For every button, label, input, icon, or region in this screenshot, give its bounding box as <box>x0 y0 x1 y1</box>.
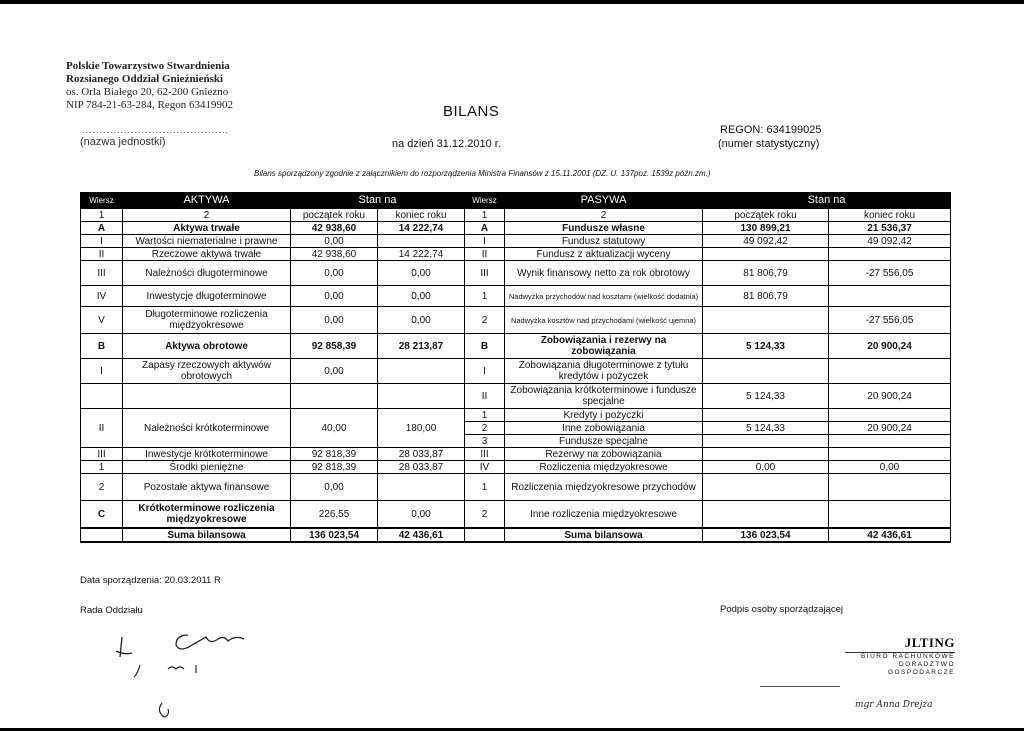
liability-start: 81 806,79 <box>703 286 829 307</box>
asset-label: Długoterminowe rozliczenia międzyokresowe <box>123 307 291 334</box>
asset-start: 92 818,39 <box>291 461 378 474</box>
board-signatures <box>110 625 270 720</box>
liability-start <box>703 307 829 334</box>
liability-label: Wynik finansowy netto za rok obrotowy <box>505 261 703 286</box>
signature-stroke <box>134 665 196 677</box>
asset-start: 0,00 <box>291 307 378 334</box>
table-row <box>81 448 951 461</box>
asset-label: Zapasy rzeczowych aktywów obrotowych <box>123 359 291 384</box>
liability-end: 20 900,24 <box>829 334 951 359</box>
row-number: 1 <box>465 409 505 422</box>
liability-end <box>829 286 951 307</box>
report-date: Data sporządzenia: 20.03.2011 R <box>80 575 221 586</box>
row-number: C <box>81 501 123 529</box>
preparer-signature: mgr Anna Drejza <box>855 700 933 710</box>
preparer-label: Podpis osoby sporządzającej <box>720 604 844 615</box>
liability-start <box>703 448 829 461</box>
col-wiersz-2: Wiersz <box>465 193 505 209</box>
legal-basis: Bilans sporządzony zgodnie z załącznikiem do rozporządzenia Ministra Finansów z 15.11.2001 (DZ. U. 137poz. 1539z późn.zm.) <box>254 169 711 178</box>
stamp-company: JLTING <box>904 635 955 650</box>
row-number: I <box>81 359 123 384</box>
liability-end: 20 900,24 <box>829 422 951 435</box>
asset-label: Krótkoterminowe rozliczenia międzyokresowe <box>123 501 291 529</box>
asset-sum-start: 136 023,54 <box>291 528 378 542</box>
asset-sum-label: Suma bilansowa <box>123 528 291 542</box>
liability-start <box>703 359 829 384</box>
signature-stroke <box>116 637 132 657</box>
row-number: I <box>81 235 123 248</box>
asset-end <box>378 359 465 384</box>
asset-start: 40,00 <box>291 409 378 448</box>
signature-stroke <box>176 635 244 649</box>
asset-end: 28 033,87 <box>378 461 465 474</box>
empty-cell <box>81 528 123 542</box>
asset-sum-end: 42 436,61 <box>378 528 465 542</box>
liability-end <box>829 359 951 384</box>
asset-label: Pozostałe aktywa finansowe <box>123 474 291 501</box>
asset-end: 0,00 <box>378 307 465 334</box>
row-number: I <box>465 359 505 384</box>
row-number: IV <box>81 286 123 307</box>
row-number: B <box>81 334 123 359</box>
subheader-cell: koniec roku <box>829 209 951 222</box>
accounting-stamp <box>845 635 955 677</box>
subheader-row <box>81 209 951 222</box>
asset-start: 0,00 <box>291 359 378 384</box>
row-number: III <box>465 261 505 286</box>
liability-end <box>829 248 951 261</box>
asset-end <box>378 235 465 248</box>
organization-block <box>66 60 233 112</box>
liability-start <box>703 474 829 501</box>
empty-cell <box>123 384 291 409</box>
liability-end: 20 900,24 <box>829 384 951 409</box>
row-number: 1 <box>465 286 505 307</box>
liability-label: Zobowiązania i rezerwy na zobowiązania <box>505 334 703 359</box>
liability-end: -27 556,05 <box>829 261 951 286</box>
liability-label: Fundusz z aktualizacji wyceny <box>505 248 703 261</box>
balance-date: na dzień 31.12.2010 r. <box>392 138 501 150</box>
sum-row <box>81 528 951 542</box>
row-number: 2 <box>465 307 505 334</box>
signature-line <box>760 686 840 687</box>
liability-end <box>829 448 951 461</box>
table-row <box>81 334 951 359</box>
row-number: II <box>465 248 505 261</box>
liability-label: Zobowiązania długoterminowe z tytułu kredytów i pożyczek <box>505 359 703 384</box>
asset-label: Wartości niematerialne i prawne <box>123 235 291 248</box>
org-line-1: Polskie Towarzystwo Stwardnienia <box>66 60 230 72</box>
table-row <box>81 261 951 286</box>
table-row <box>81 235 951 248</box>
subheader-cell: początek roku <box>291 209 378 222</box>
liability-start <box>703 409 829 422</box>
table-row <box>81 461 951 474</box>
subheader-cell: koniec roku <box>378 209 465 222</box>
row-number: V <box>81 307 123 334</box>
liability-end: 0,00 <box>829 461 951 474</box>
org-line-4: NIP 784-21-63-284, Regon 63419902 <box>66 99 234 111</box>
asset-end <box>378 474 465 501</box>
asset-end: 28 213,87 <box>378 334 465 359</box>
stamp-line-2: DORADZTWO GOSPODARCZE <box>887 661 955 676</box>
row-number: 2 <box>81 474 123 501</box>
liability-end <box>829 435 951 448</box>
asset-start: 42 938,60 <box>291 222 378 235</box>
asset-label: Rzeczowe aktywa trwałe <box>123 248 291 261</box>
asset-start: 92 818,39 <box>291 448 378 461</box>
liability-label: Zobowiązania krótkoterminowe i fundusze specjalne <box>505 384 703 409</box>
liability-start: 130 899,21 <box>703 222 829 235</box>
liability-label: Fundusz statutowy <box>505 235 703 248</box>
asset-end: 0,00 <box>378 501 465 529</box>
liability-start: 5 124,33 <box>703 384 829 409</box>
empty-cell <box>465 528 505 542</box>
subheader-cell: początek roku <box>703 209 829 222</box>
table-row <box>81 286 951 307</box>
asset-end: 14 222,74 <box>378 222 465 235</box>
liability-sum-start: 136 023,54 <box>703 528 829 542</box>
liability-label: Nadwyżka przychodów nad kosztami (wielkość dodatnia) <box>505 286 703 307</box>
liability-start: 49 092,42 <box>703 235 829 248</box>
asset-start: 0,00 <box>291 474 378 501</box>
asset-start: 0,00 <box>291 261 378 286</box>
empty-cell <box>378 384 465 409</box>
subheader-cell: 2 <box>505 209 703 222</box>
liability-label: Kredyty i pożyczki <box>505 409 703 422</box>
liability-label: Inne zobowiązania <box>505 422 703 435</box>
asset-start: 0,00 <box>291 235 378 248</box>
document-title: BILANS <box>443 103 500 120</box>
empty-cell <box>81 384 123 409</box>
regon-caption: (numer statystyczny) <box>718 138 820 150</box>
asset-label: Środki pieniężne <box>123 461 291 474</box>
table-row <box>81 248 951 261</box>
subheader-cell: 1 <box>465 209 505 222</box>
col-pasywa: PASYWA <box>505 193 703 209</box>
liability-label: Fundusze specjalne <box>505 435 703 448</box>
org-line-2: Rozsianego Oddział Gnieźnieński <box>66 73 224 85</box>
table-row <box>81 409 951 422</box>
scan-border-top <box>0 0 1024 4</box>
liability-start <box>703 248 829 261</box>
row-number: II <box>465 384 505 409</box>
liability-start <box>703 435 829 448</box>
row-number: III <box>81 261 123 286</box>
liability-start <box>703 501 829 529</box>
asset-end: 0,00 <box>378 261 465 286</box>
asset-end: 28 033,87 <box>378 448 465 461</box>
liability-end <box>829 409 951 422</box>
asset-start: 226,55 <box>291 501 378 529</box>
liability-label: Rezerwy na zobowiązania <box>505 448 703 461</box>
balance-table <box>80 192 951 543</box>
col-stan-na-2: Stan na <box>703 193 951 209</box>
board-label: Rada Oddziału <box>80 605 143 616</box>
asset-start: 42 938,60 <box>291 248 378 261</box>
table-row <box>81 307 951 334</box>
asset-end: 14 222,74 <box>378 248 465 261</box>
row-number: 1 <box>465 474 505 501</box>
liability-start: 5 124,33 <box>703 422 829 435</box>
row-number: III <box>465 448 505 461</box>
row-number: IV <box>465 461 505 474</box>
asset-start: 0,00 <box>291 286 378 307</box>
row-number: 3 <box>465 435 505 448</box>
col-aktywa: AKTYWA <box>123 193 291 209</box>
liability-start: 81 806,79 <box>703 261 829 286</box>
asset-label: Inwestycje długoterminowe <box>123 286 291 307</box>
empty-cell <box>291 384 378 409</box>
row-number: A <box>81 222 123 235</box>
liability-end: 49 092,42 <box>829 235 951 248</box>
stamp-line-1: BIURO RACHUNKOWE <box>860 653 955 660</box>
row-number: 1 <box>81 461 123 474</box>
liability-end <box>829 474 951 501</box>
row-number: 2 <box>465 422 505 435</box>
asset-label: Aktywa trwałe <box>123 222 291 235</box>
liability-end: -27 556,05 <box>829 307 951 334</box>
row-number: II <box>81 248 123 261</box>
table-row <box>81 222 951 235</box>
subheader-cell: 1 <box>81 209 123 222</box>
liability-start: 5 124,33 <box>703 334 829 359</box>
liability-label: Rozliczenia międzyokresowe <box>505 461 703 474</box>
liability-end: 21 536,37 <box>829 222 951 235</box>
table-row <box>81 359 951 384</box>
asset-label: Należności długoterminowe <box>123 261 291 286</box>
liability-sum-label: Suma bilansowa <box>505 528 703 542</box>
org-line-3: os. Orla Białego 20, 62-200 Gniezno <box>66 86 229 98</box>
header-row <box>81 193 951 209</box>
col-wiersz: Wiersz <box>81 193 123 209</box>
row-number: III <box>81 448 123 461</box>
subheader-cell: 2 <box>123 209 291 222</box>
table-row <box>81 474 951 501</box>
row-number: A <box>465 222 505 235</box>
liability-sum-end: 42 436,61 <box>829 528 951 542</box>
table-row <box>81 501 951 529</box>
row-number: I <box>465 235 505 248</box>
asset-start: 92 858,39 <box>291 334 378 359</box>
liability-start: 0,00 <box>703 461 829 474</box>
asset-label: Inwestycje krótkoterminowe <box>123 448 291 461</box>
row-number: B <box>465 334 505 359</box>
unit-name-dots: .......................................... <box>82 125 230 135</box>
asset-end: 0,00 <box>378 286 465 307</box>
regon-number: REGON: 634199025 <box>720 124 822 136</box>
signature-stroke <box>159 703 168 717</box>
table-row <box>81 384 951 409</box>
liability-label: Nadwyżka kosztów nad przychodami (wielkość ujemna) <box>505 307 703 334</box>
liability-label: Rozliczenia międzyokresowe przychodów <box>505 474 703 501</box>
col-stan-na: Stan na <box>291 193 465 209</box>
asset-label: Należności krótkoterminowe <box>123 409 291 448</box>
row-number: 2 <box>465 501 505 529</box>
asset-end: 180,00 <box>378 409 465 448</box>
liability-label: Inne rozliczenia międzyokresowe <box>505 501 703 529</box>
liability-label: Fundusze własne <box>505 222 703 235</box>
unit-name-caption: (nazwa jednostki) <box>80 136 166 148</box>
liability-end <box>829 501 951 529</box>
row-number: II <box>81 409 123 448</box>
asset-label: Aktywa obrotowe <box>123 334 291 359</box>
